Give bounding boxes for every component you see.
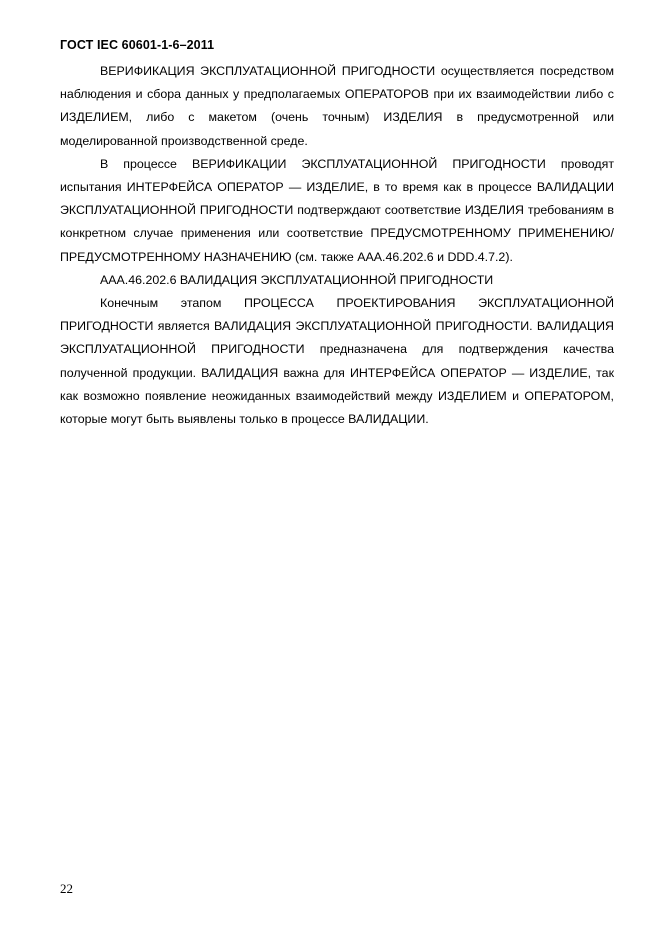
- page-number: 22: [60, 881, 73, 896]
- paragraph-verification-vs-validation: В процессе ВЕРИФИКАЦИИ ЭКСПЛУАТАЦИОННОЙ ПРИГОДНОСТИ проводят испытания ИНТЕРФЕЙСА ОПЕРАТОР — ИЗДЕЛИЕ, в то время как в процессе ВАЛИДАЦИИ ЭКСПЛУАТАЦИОННОЙ ПРИГОДНОСТИ подтверждают соответствие ИЗДЕЛИЯ требованиям в конкретном случае применения или соответствие ПРЕДУСМОТРЕННОМУ ПРИМЕНЕНИЮ/ПРЕДУСМОТРЕННОМУ НАЗНАЧЕНИЮ (см. также ААА.46.202.6 и DDD.4.7.2).: [60, 156, 614, 264]
- paragraph-validation-description: Конечным этапом ПРОЦЕССА ПРОЕКТИРОВАНИЯ ЭКСПЛУАТАЦИОННОЙ ПРИГОДНОСТИ является ВАЛИДАЦИЯ ЭКСПЛУАТАЦИОННОЙ ПРИГОДНОСТИ. ВАЛИДАЦИЯ ЭКСПЛУАТАЦИОННОЙ ПРИГОДНОСТИ предназначена для подтверждения качества полученной продукции. ВАЛИДАЦИЯ важна для ИНТЕРФЕЙСА ОПЕРАТОР — ИЗДЕЛИЕ, так как возможно появление неожиданных взаимодействий между ИЗДЕЛИЕМ и ОПЕРАТОРОМ, которые могут быть выявлены только в процессе ВАЛИДАЦИИ.: [60, 296, 614, 427]
- document-code-header: ГОСТ IEC 60601-1-6–2011: [60, 38, 215, 52]
- paragraph-verification-definition: ВЕРИФИКАЦИЯ ЭКСПЛУАТАЦИОННОЙ ПРИГОДНОСТИ осуществляется посредством наблюдения и сбора данных у предполагаемых ОПЕРАТОРОВ при их взаимодействии либо с ИЗДЕЛИЕМ, либо с макетом (очень точным) ИЗДЕЛИЯ в предусмотренной или моделированной производственной среде.: [60, 64, 614, 148]
- document-body: [60, 60, 614, 431]
- section-heading-validation: ААА.46.202.6 ВАЛИДАЦИЯ ЭКСПЛУАТАЦИОННОЙ ПРИГОДНОСТИ: [100, 272, 494, 287]
